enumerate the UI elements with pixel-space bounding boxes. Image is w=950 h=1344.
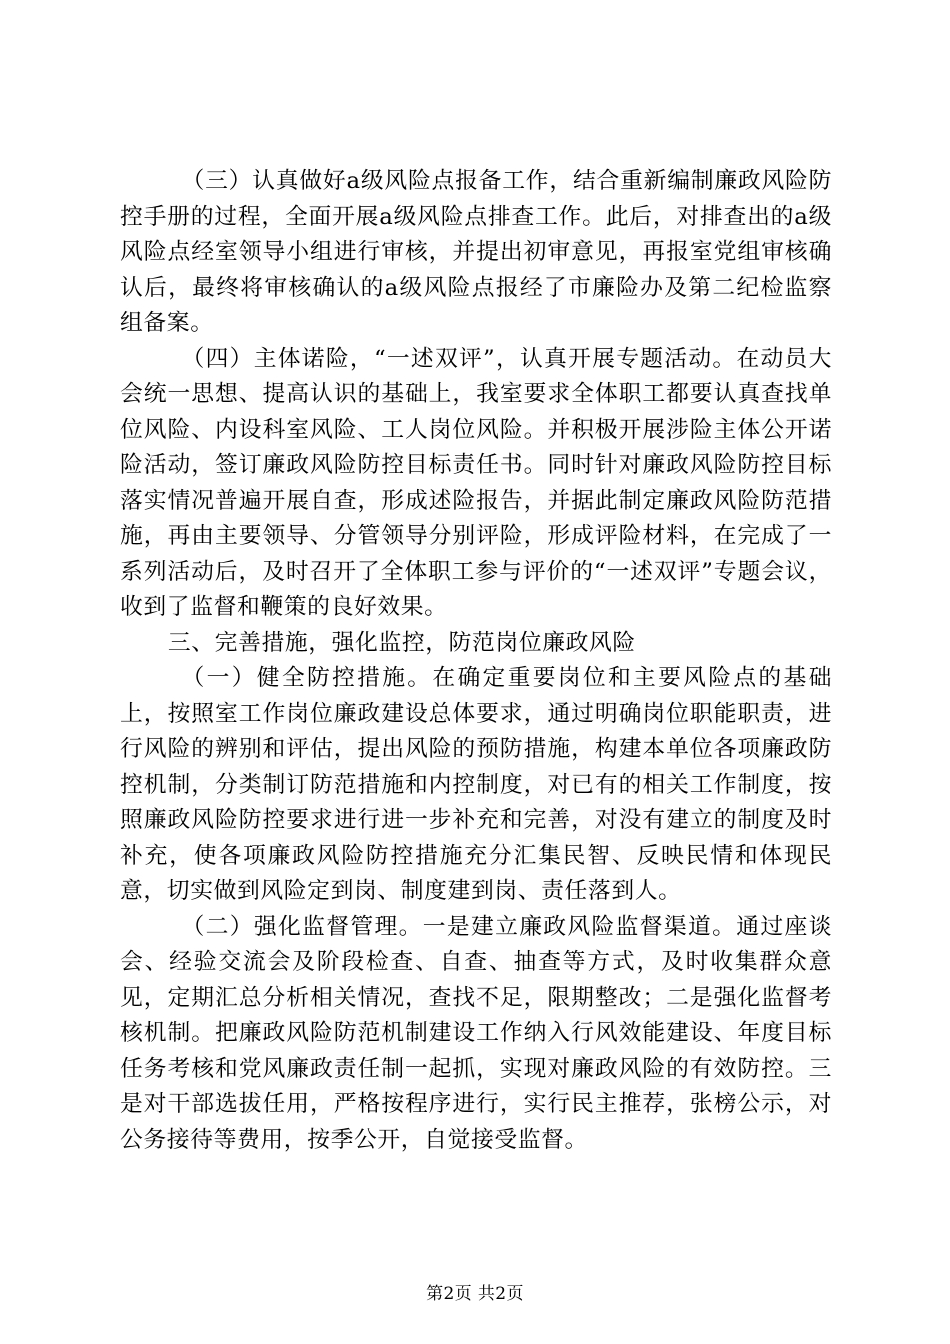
paragraph-item-two: （二）强化监督管理。一是建立廉政风险监督渠道。通过座谈会、经验交流会及阶段检查、自查、抽查等方式，及时收集群众意见，定期汇总分析相关情况，查找不足，限期整改；二是强化监督考核机制。把廉政风险防范机制建设工作纳入行风效能建设、年度目标任务考核和党风廉政责任制一起抓，实现对廉政风险的有效防控。三是对干部选拔任用，严格按程序进行，实行民主推荐，张榜公示，对公务接待等费用，按季公开，自觉接受监督。 <box>120 913 832 1153</box>
paragraph-item-one: （一）健全防控措施。在确定重要岗位和主要风险点的基础上，按照室工作岗位廉政建设总体要求，通过明确岗位职能职责，进行风险的辨别和评估，提出风险的预防措施，构建本单位各项廉政防控机制，分类制订防范措施和内控制度，对已有的相关工作制度，按照廉政风险防控要求进行进一步补充和完善，对没有建立的制度及时补充，使各项廉政风险防控措施充分汇集民智、反映民情和体现民意，切实做到风险定到岗、制度建到岗、责任落到人。 <box>120 665 832 904</box>
section-heading-three: 三、完善措施，强化监控，防范岗位廉政风险 <box>167 629 636 656</box>
document-body <box>120 164 832 1158</box>
paragraph-item-three: （三）认真做好a级风险点报备工作，结合重新编制廉政风险防控手册的过程，全面开展a级风险点排查工作。此后，对排查出的a级风险点经室领导小组进行审核，并提出初审意见，再报室党组审核确认后，最终将审核确认的a级风险点报经了市廉险办及第二纪检监察组备案。 <box>120 168 832 336</box>
paragraph-item-four: （四）主体诺险，“一述双评”，认真开展专题活动。在动员大会统一思想、提高认识的基础上，我室要求全体职工都要认真查找单位风险、内设科室风险、工人岗位风险。并积极开展涉险主体公开诺险活动，签订廉政风险防控目标责任书。同时针对廉政风险防控目标落实情况普遍开展自查，形成述险报告，并据此制定廉政风险防范措施，再由主要领导、分管领导分别评险，形成评险材料，在完成了一系列活动后，及时召开了全体职工参与评价的“一述双评”专题会议，收到了监督和鞭策的良好效果。 <box>120 345 832 620</box>
page-footer: 第2页 共2页 <box>426 1284 524 1304</box>
